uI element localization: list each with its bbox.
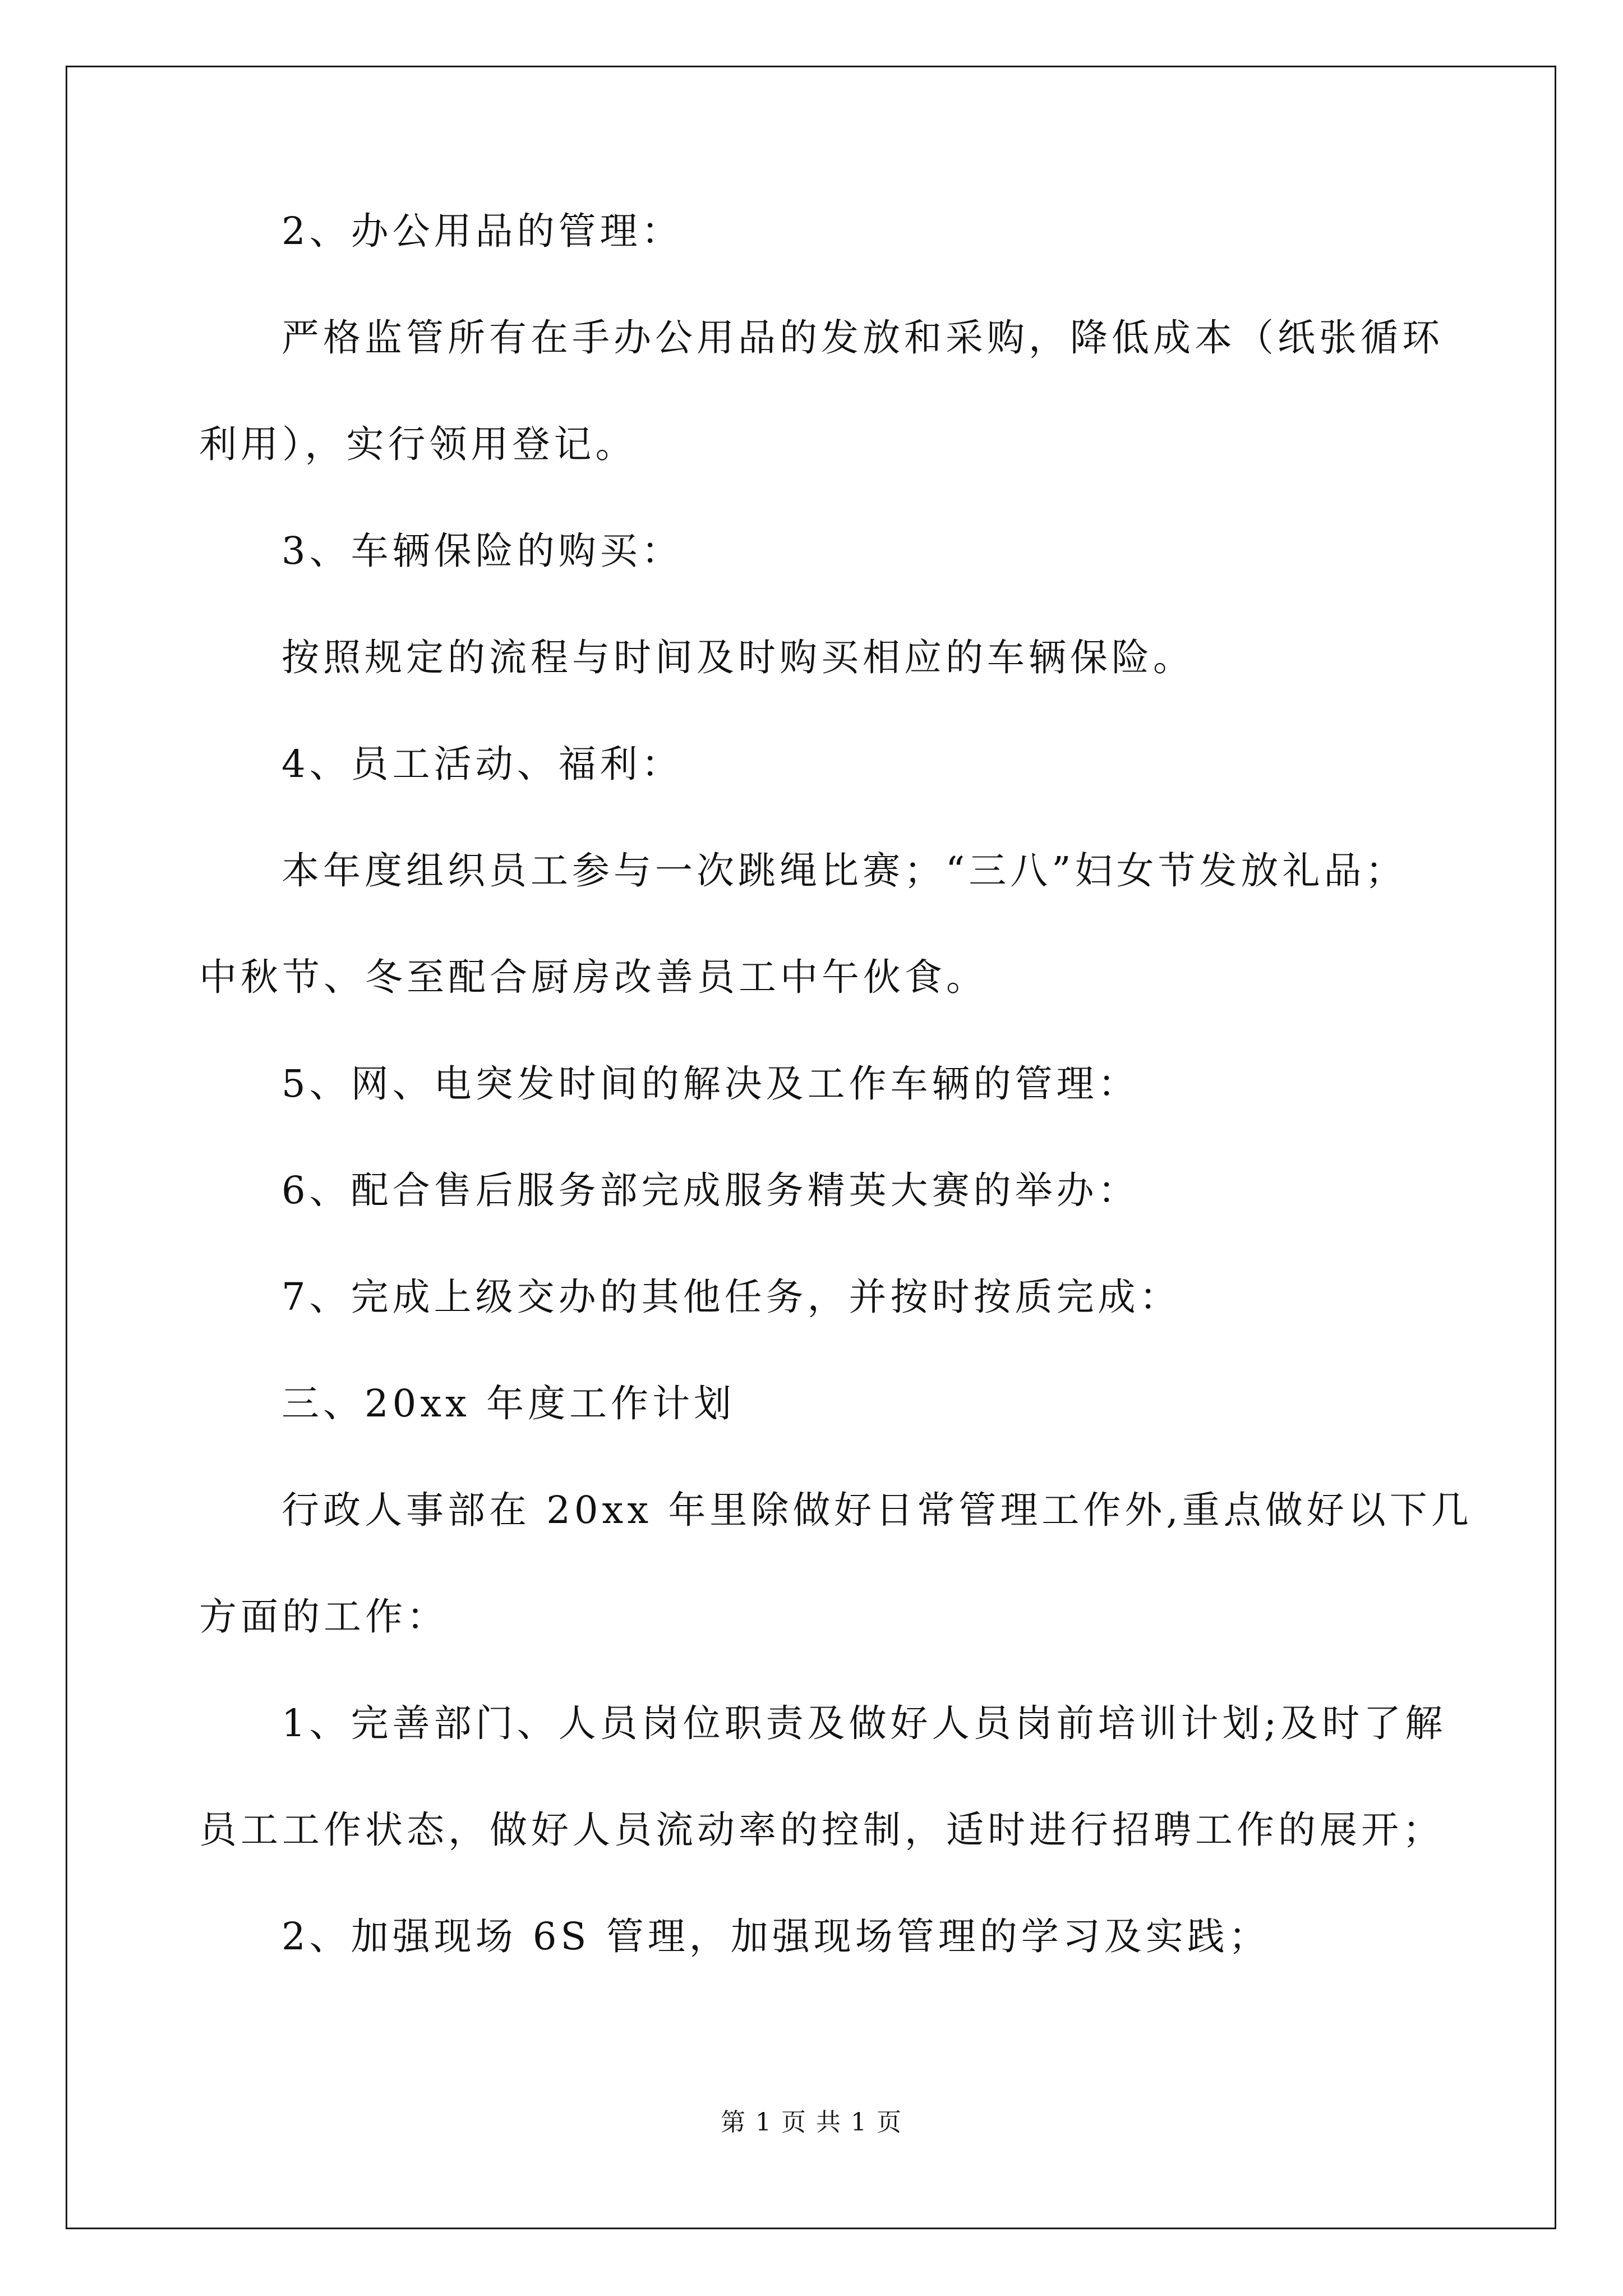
office-supplies-text-line2: 利用），实行领用登记。 bbox=[199, 422, 637, 466]
vehicle-insurance-text: 按照规定的流程与时间及时购买相应的车辆保险。 bbox=[282, 636, 1195, 679]
office-supplies-text-line1: 严格监管所有在手办公用品的发放和采购，降低成本（纸张循环 bbox=[282, 316, 1444, 360]
item-5-line: 5、网、电突发时间的解决及工作车辆的管理： bbox=[282, 1062, 1140, 1106]
item-7-line: 7、完成上级交办的其他任务，并按时按质完成： bbox=[282, 1275, 1181, 1319]
vehicle-insurance-heading: 3、车辆保险的购买： bbox=[282, 529, 683, 573]
plan-item-2-line: 2、加强现场 6S 管理，加强现场管理的学习及实践； bbox=[282, 1915, 1270, 1958]
plan-item-1-line1: 1、完善部门、人员岗位职责及做好人员岗前培训计划;及时了解 bbox=[282, 1701, 1447, 1745]
employee-activities-text-line2: 中秋节、冬至配合厨房改善员工中午伙食。 bbox=[199, 955, 988, 999]
page-number-footer: 第 1 页 共 1 页 bbox=[721, 2108, 902, 2137]
page-border bbox=[66, 66, 1556, 2229]
employee-activities-text-line1: 本年度组织员工参与一次跳绳比赛；“三八”妇女节发放礼品； bbox=[282, 849, 1407, 892]
plan-intro-line2: 方面的工作： bbox=[199, 1595, 448, 1639]
section-three-heading: 三、20xx 年度工作计划 bbox=[282, 1382, 736, 1425]
office-supplies-heading: 2、办公用品的管理： bbox=[282, 209, 683, 253]
plan-item-1-line2: 员工工作状态，做好人员流动率的控制，适时进行招聘工作的展开； bbox=[199, 1808, 1444, 1852]
employee-activities-heading: 4、员工活动、福利： bbox=[282, 742, 683, 786]
plan-intro-line1: 行政人事部在 20xx 年里除做好日常管理工作外,重点做好以下几 bbox=[282, 1488, 1473, 1532]
item-6-line: 6、配合售后服务部完成服务精英大赛的举办： bbox=[282, 1168, 1140, 1212]
